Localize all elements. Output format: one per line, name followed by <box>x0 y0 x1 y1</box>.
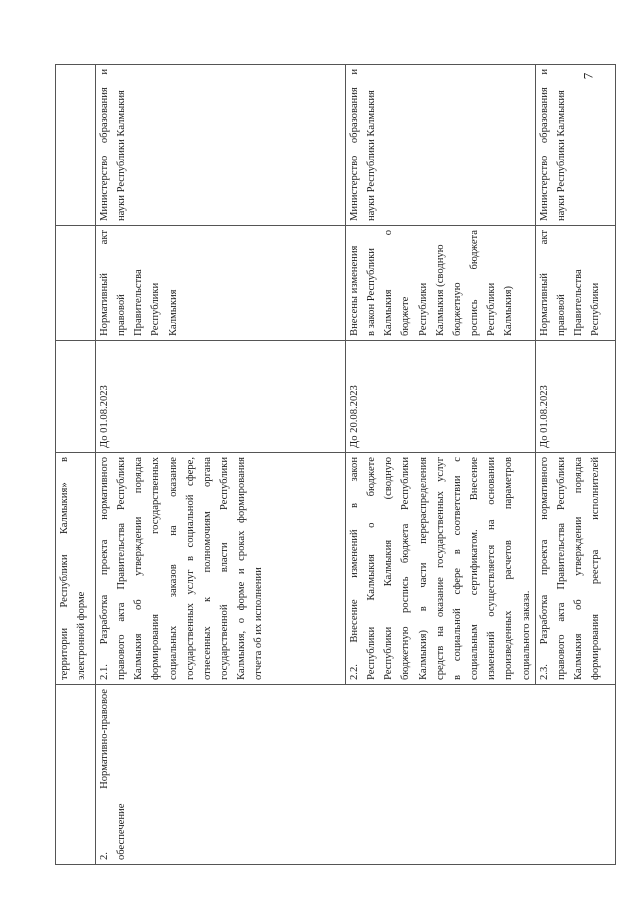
task-text-line: правового акта Правительства Республики <box>116 457 128 680</box>
responsible-text-line: Министерство образования и <box>99 69 110 221</box>
result-text-line: Калмыкия) <box>503 285 515 336</box>
task-text-line: правового акта Правительства Республики <box>555 457 567 680</box>
task-text-line: социальных заказов на оказание <box>167 457 179 680</box>
task-text-line: 2.1. Разработка проекта нормативного <box>99 457 110 680</box>
result-cell <box>96 226 346 341</box>
deadline-cell <box>535 341 615 453</box>
task-text-line: социального заказа. <box>520 590 532 680</box>
page-number: 7 <box>580 72 596 80</box>
rotated-page-content <box>55 65 602 865</box>
deadline-cell <box>346 341 536 453</box>
result-text-line: правовой <box>116 294 128 336</box>
responsible-text-line: Министерство образования и <box>538 69 550 221</box>
task-text-line: отчета об их исполнении <box>253 567 265 680</box>
result-text-line: Республики <box>150 282 162 336</box>
section-title: обеспечение <box>116 803 128 860</box>
responsible-text-line: науки Республики Калмыкия <box>366 90 378 221</box>
result-text-line: бюджетную <box>451 282 463 336</box>
section-title: Нормативно-правовое <box>99 689 110 789</box>
task-text-line: электронной форме <box>76 591 88 680</box>
result-text-line: Правительства <box>133 269 145 336</box>
responsible-text-line: науки Республики Калмыкия <box>116 90 128 221</box>
deadline-text: До 01.08.2023 <box>538 385 550 448</box>
result-cell <box>535 226 615 341</box>
result-text-line: Нормативный акт <box>538 230 550 336</box>
task-text-line: Калмыкия об утверждении порядка <box>133 457 145 680</box>
result-text-line: роспись бюджета <box>469 230 481 336</box>
task-text-line: государственной власти Республики <box>219 457 231 680</box>
task-text-line: Калмыкия, о форме и сроках формирования <box>236 457 248 680</box>
task-text-line: формирования реестра исполнителей <box>590 457 602 680</box>
task-text-line: в социальной сфере в соответствии с <box>451 457 463 680</box>
result-text-line: Нормативный акт <box>99 230 110 336</box>
result-text-line: Калмыкия <box>167 289 179 336</box>
result-text-line: Правительства <box>573 269 585 336</box>
task-text-line: государственных услуг в социальной сфере, <box>184 457 196 680</box>
result-cell <box>346 226 536 341</box>
task-description-cell <box>96 453 346 685</box>
result-text-line: Республики <box>486 282 498 336</box>
task-text-line: бюджетную роспись бюджета Республики <box>400 457 412 680</box>
result-text-line: правовой <box>555 294 567 336</box>
task-text-line: формирования государственных <box>150 457 162 680</box>
task-description-cell <box>56 453 96 685</box>
task-text-line: социальным сертификатом. Внесение <box>469 457 481 680</box>
task-description-cell <box>535 453 615 685</box>
deadline-cell <box>56 341 96 453</box>
task-description-cell <box>346 453 536 685</box>
section-cell-empty <box>56 685 96 865</box>
result-text-line: Республики <box>417 282 429 336</box>
result-text-line: Калмыкия о <box>383 230 395 336</box>
result-text-line: Внесены изменения <box>349 245 360 336</box>
responsible-cell <box>56 65 96 226</box>
responsible-text-line: науки Республики Калмыкия <box>555 90 567 221</box>
deadline-text: До 01.08.2023 <box>99 385 110 448</box>
task-text-line: средств на оказание государственных услуг <box>434 457 446 680</box>
result-text-line: Калмыкия (сводную <box>434 244 446 336</box>
task-text-line: Республики Калмыкия о бюджете <box>366 457 378 680</box>
task-text-line: отнесенных к полномочиям органа <box>201 457 213 680</box>
task-text-line: Калмыкия об утверждении порядка <box>573 457 585 680</box>
section-title-cell <box>96 685 616 865</box>
responsible-text-line: Министерство образования и <box>349 69 360 221</box>
task-text-line: 2.2. Внесение изменений в закон <box>349 457 360 680</box>
task-text-line: Республики Калмыкия (сводную <box>383 457 395 680</box>
result-text-line: Республики <box>590 282 602 336</box>
table-row <box>56 65 96 865</box>
task-text-line: произведенных расчетов параметров <box>503 457 515 680</box>
result-text-line: бюджете <box>400 296 412 336</box>
result-text-line: в закон Республики <box>366 248 378 336</box>
section-number: 2. <box>99 852 110 860</box>
deadline-cell <box>96 341 346 453</box>
responsible-cell <box>96 65 346 226</box>
result-cell <box>56 226 96 341</box>
task-text-line: Калмыкия) в части перераспределения <box>417 457 429 680</box>
plan-table <box>55 64 616 865</box>
table-row <box>96 65 346 865</box>
deadline-text: До 20.08.2023 <box>349 385 360 448</box>
task-text-line: 2.3. Разработка проекта нормативного <box>538 457 550 680</box>
responsible-cell <box>346 65 536 226</box>
responsible-cell <box>535 65 615 226</box>
task-text-line: территории Республики Калмыкия» в <box>59 457 70 680</box>
task-text-line: изменений осуществляется на основании <box>486 457 498 680</box>
